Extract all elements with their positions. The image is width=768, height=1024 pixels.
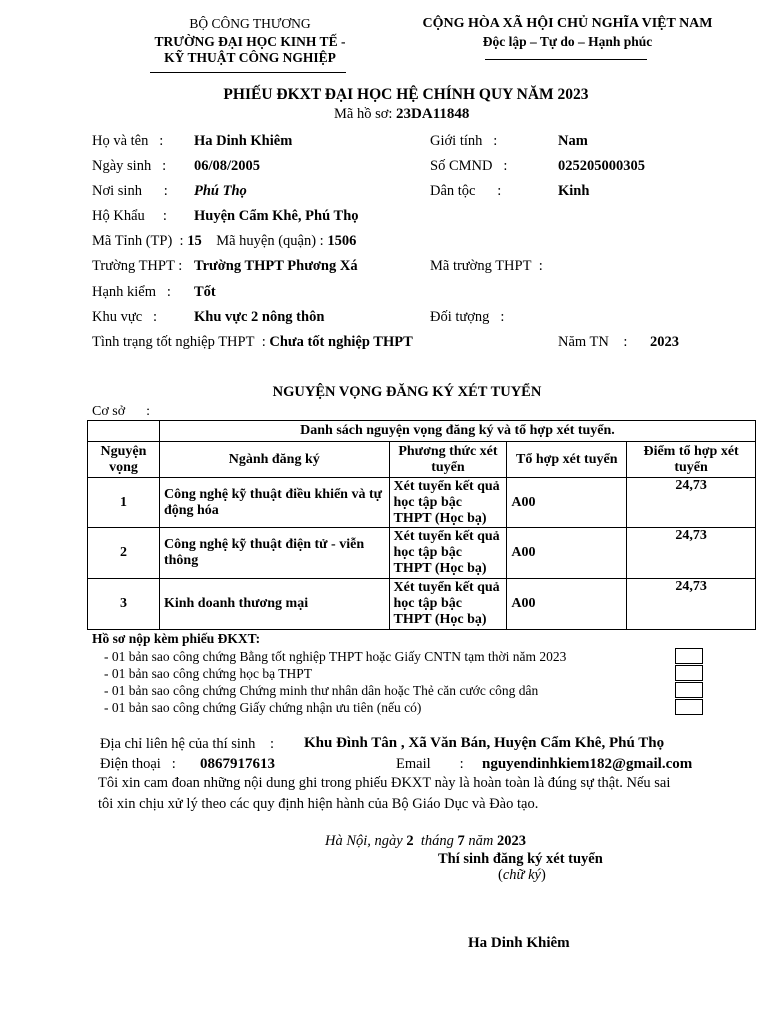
grad-year-label: Năm TN : [558, 334, 628, 350]
row-combo: A00 [507, 478, 627, 528]
grad-year-value: 2023 [650, 334, 679, 350]
row-no: 2 [88, 528, 160, 579]
name-label: Họ và tên : [92, 133, 164, 149]
row-score: 24,73 [627, 528, 756, 579]
row-major: Công nghệ kỹ thuật điện tử - viễn thông [159, 528, 389, 579]
document-checkbox[interactable] [675, 665, 703, 681]
id-value: 025205000305 [558, 158, 645, 174]
birthplace-value: Phú Thọ [194, 183, 247, 199]
ethnic-value: Kinh [558, 183, 590, 199]
header-wish: Nguyện vọng [88, 442, 160, 478]
national-title: CỘNG HÒA XÃ HỘI CHỦ NGHĨA VIỆT NAM [422, 16, 713, 31]
document-checkbox[interactable] [675, 682, 703, 698]
table-header-row [88, 442, 756, 478]
area-value: Khu vực 2 nông thôn [194, 309, 325, 325]
document-checkbox[interactable] [675, 648, 703, 664]
email-label: Email : [396, 756, 464, 772]
household-value: Huyện Cẩm Khê, Phú Thọ [194, 208, 359, 224]
school-value: Trường THPT Phương Xá [194, 258, 358, 274]
signature-note: (chữ ký) [498, 867, 546, 883]
table-caption: Danh sách nguyện vọng đăng ký và tổ hợp xét tuyển. [159, 421, 755, 442]
row-no: 1 [88, 478, 160, 528]
declaration-line2: tôi xin chịu xử lý theo các quy định hiện hành của Bộ Giáo Dục và Đào tạo. [98, 796, 539, 812]
household-label: Hộ Khẩu : [92, 208, 167, 224]
province-code: Mã Tỉnh (TP) : 15 Mã huyện (quận) : 1506 [92, 233, 357, 249]
email-value: nguyendinhkiem182@gmail.com [482, 756, 693, 772]
gender-value: Nam [558, 133, 588, 149]
wishes-table [87, 420, 756, 630]
form-title: PHIẾU ĐKXT ĐẠI HỌC HỆ CHÍNH QUY NĂM 2023 [223, 86, 589, 103]
school-code-label: Mã trường THPT : [430, 258, 543, 274]
row-score: 24,73 [627, 478, 756, 528]
header-method: Phương thức xét tuyển [389, 442, 507, 478]
row-score: 24,73 [627, 579, 756, 630]
dob-value: 06/08/2005 [194, 158, 261, 174]
row-method: Xét tuyển kết quả học tập bậc THPT (Học bạ) [389, 478, 507, 528]
school-label: Trường THPT : [92, 258, 183, 274]
documents-title: Hồ sơ nộp kèm phiếu ĐKXT: [92, 631, 261, 646]
table-row [88, 478, 756, 528]
header-major: Ngành đăng ký [159, 442, 389, 478]
record-code-value: 23DA11848 [396, 106, 470, 122]
grad-status: Tình trạng tốt nghiệp THPT : Chưa tốt nghiệp THPT [92, 334, 413, 350]
campus-label: Cơ sở : [92, 404, 150, 419]
ministry-name: BỘ CÔNG THƯƠNG [189, 16, 311, 31]
university-name-line2: KỸ THUẬT CÔNG NGHIỆP [164, 50, 336, 65]
document-item: - 01 bản sao công chứng Giấy chứng nhận ưu tiên (nếu có) [104, 700, 422, 715]
row-major: Kinh doanh thương mại [159, 579, 389, 630]
row-combo: A00 [507, 579, 627, 630]
document-item: - 01 bản sao công chứng Chứng minh thư nhân dân hoặc Thẻ căn cước công dân [104, 683, 539, 698]
declaration-line1: Tôi xin cam đoan những nội dung ghi trong phiếu ĐKXT này là hoàn toàn là đúng sự thật. Nếu sai [98, 775, 671, 791]
address-value: Khu Đình Tân , Xã Văn Bán, Huyện Cẩm Khê, Phú Thọ [304, 735, 665, 751]
area-label: Khu vực : [92, 309, 158, 325]
row-method: Xét tuyển kết quả học tập bậc THPT (Học bạ) [389, 528, 507, 579]
birthplace-label: Nơi sinh : [92, 183, 168, 199]
table-row [88, 528, 756, 579]
conduct-value: Tốt [194, 284, 216, 300]
signature-date: Hà Nội, ngày 2 tháng 7 năm 2023 [325, 833, 526, 849]
target-label: Đối tượng : [430, 309, 505, 325]
ethnic-label: Dân tộc : [430, 183, 502, 199]
header-combo: Tổ hợp xét tuyển [507, 442, 627, 478]
right-header-underline [485, 59, 647, 60]
row-combo: A00 [507, 528, 627, 579]
document-checkbox[interactable] [675, 699, 703, 715]
table-row [88, 579, 756, 630]
record-code-label: Mã hồ sơ: [334, 106, 393, 122]
signature-name: Ha Dinh Khiêm [468, 935, 570, 951]
conduct-label: Hạnh kiểm : [92, 284, 171, 300]
document-item: - 01 bản sao công chứng Bằng tốt nghiệp THPT hoặc Giấy CNTN tạm thời năm 2023 [104, 649, 567, 664]
row-major: Công nghệ kỹ thuật điều khiển và tự động hóa [159, 478, 389, 528]
record-code [334, 106, 469, 123]
dob-label: Ngày sinh : [92, 158, 167, 174]
header-score: Điểm tổ hợp xét tuyển [627, 442, 756, 478]
address-label: Địa chỉ liên hệ của thí sinh : [100, 736, 274, 752]
national-motto: Độc lập – Tự do – Hạnh phúc [482, 34, 653, 49]
district-code-value: 1506 [327, 233, 357, 249]
section-title: NGUYỆN VỌNG ĐĂNG KÝ XÉT TUYỂN [272, 384, 542, 400]
row-no: 3 [88, 579, 160, 630]
left-header-underline [150, 72, 346, 73]
signature-role: Thí sinh đăng ký xét tuyển [438, 851, 603, 867]
grad-status-value: Chưa tốt nghiệp THPT [269, 334, 413, 350]
phone-label: Điện thoại : [100, 756, 176, 772]
phone-value: 0867917613 [200, 756, 275, 772]
row-method: Xét tuyển kết quả học tập bậc THPT (Học bạ) [389, 579, 507, 630]
name-value: Ha Dinh Khiêm [194, 133, 293, 149]
gender-label: Giới tính : [430, 133, 498, 149]
province-code-value: 15 [187, 233, 202, 249]
document-item: - 01 bản sao công chứng học bạ THPT [104, 666, 313, 681]
university-name-line1: TRƯỜNG ĐẠI HỌC KINH TẾ - [154, 34, 346, 49]
id-label: Số CMND : [430, 158, 508, 174]
